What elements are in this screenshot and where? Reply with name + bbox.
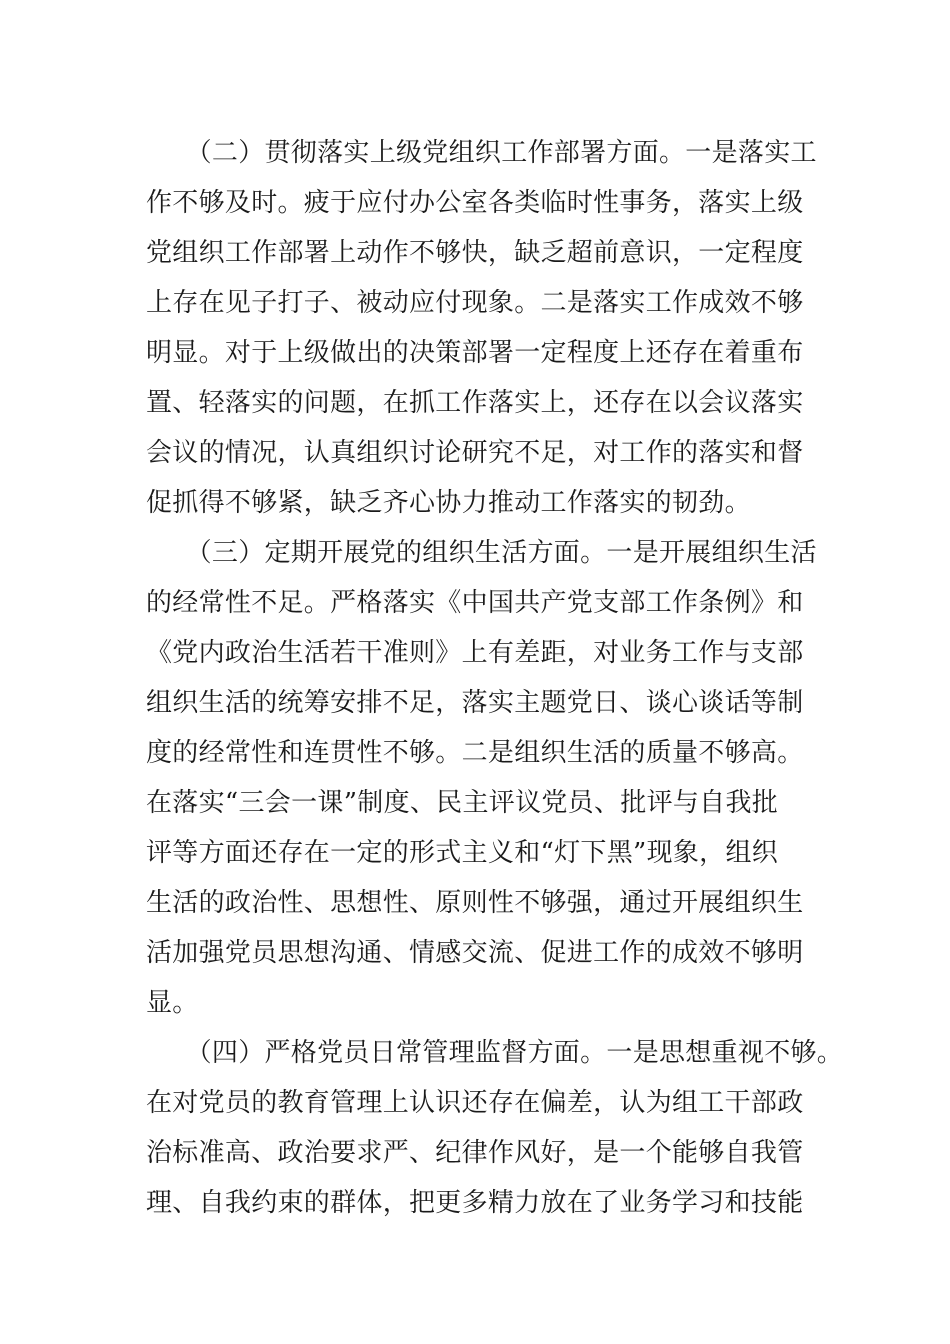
text-line: 明显。对于上级做出的决策部署一定程度上还存在着重布 bbox=[146, 338, 804, 368]
text-line: 的经常性不足。严格落实《中国共产党支部工作条例》和 bbox=[146, 588, 804, 618]
text-line: 促抓得不够紧，缺乏齐心协力推动工作落实的韧劲。 bbox=[146, 488, 751, 518]
text-line: （二）贯彻落实上级党组织工作部署方面。一是落实工 bbox=[146, 138, 817, 168]
text-line: 置、轻落实的问题，在抓工作落实上，还存在以会议落实 bbox=[146, 388, 804, 418]
text-line: 组织生活的统筹安排不足，落实主题党日、谈心谈话等制 bbox=[146, 688, 804, 718]
text-line: 作不够及时。疲于应付办公室各类临时性事务，落实上级 bbox=[146, 188, 804, 218]
text-line: 在对党员的教育管理上认识还存在偏差，认为组工干部政 bbox=[146, 1088, 804, 1118]
text-line: 会议的情况，认真组织讨论研究不足，对工作的落实和督 bbox=[146, 438, 804, 468]
text-line: 《党内政治生活若干准则》上有差距，对业务工作与支部 bbox=[146, 638, 804, 668]
text-line: 生活的政治性、思想性、原则性不够强，通过开展组织生 bbox=[146, 888, 804, 918]
text-line: 党组织工作部署上动作不够快，缺乏超前意识，一定程度 bbox=[146, 238, 804, 268]
text-line: 活加强党员思想沟通、情感交流、促进工作的成效不够明 bbox=[146, 938, 804, 968]
text-line: 显。 bbox=[146, 988, 199, 1018]
body-text bbox=[146, 128, 844, 1228]
text-line: （三）定期开展党的组织生活方面。一是开展组织生活 bbox=[146, 538, 817, 568]
text-line: 度的经常性和连贯性不够。二是组织生活的质量不够高。 bbox=[146, 738, 804, 768]
text-line: 在落实“三会一课”制度、民主评议党员、批评与自我批 bbox=[146, 788, 779, 818]
text-line: 理、自我约束的群体，把更多精力放在了业务学习和技能 bbox=[146, 1188, 804, 1218]
text-line: 治标准高、政治要求严、纪律作风好，是一个能够自我管 bbox=[146, 1138, 804, 1168]
text-line: （四）严格党员日常管理监督方面。一是思想重视不够。 bbox=[146, 1038, 844, 1068]
text-line: 上存在见子打子、被动应付现象。二是落实工作成效不够 bbox=[146, 288, 804, 318]
text-line: 评等方面还存在一定的形式主义和“灯下黑”现象，组织 bbox=[146, 838, 779, 868]
